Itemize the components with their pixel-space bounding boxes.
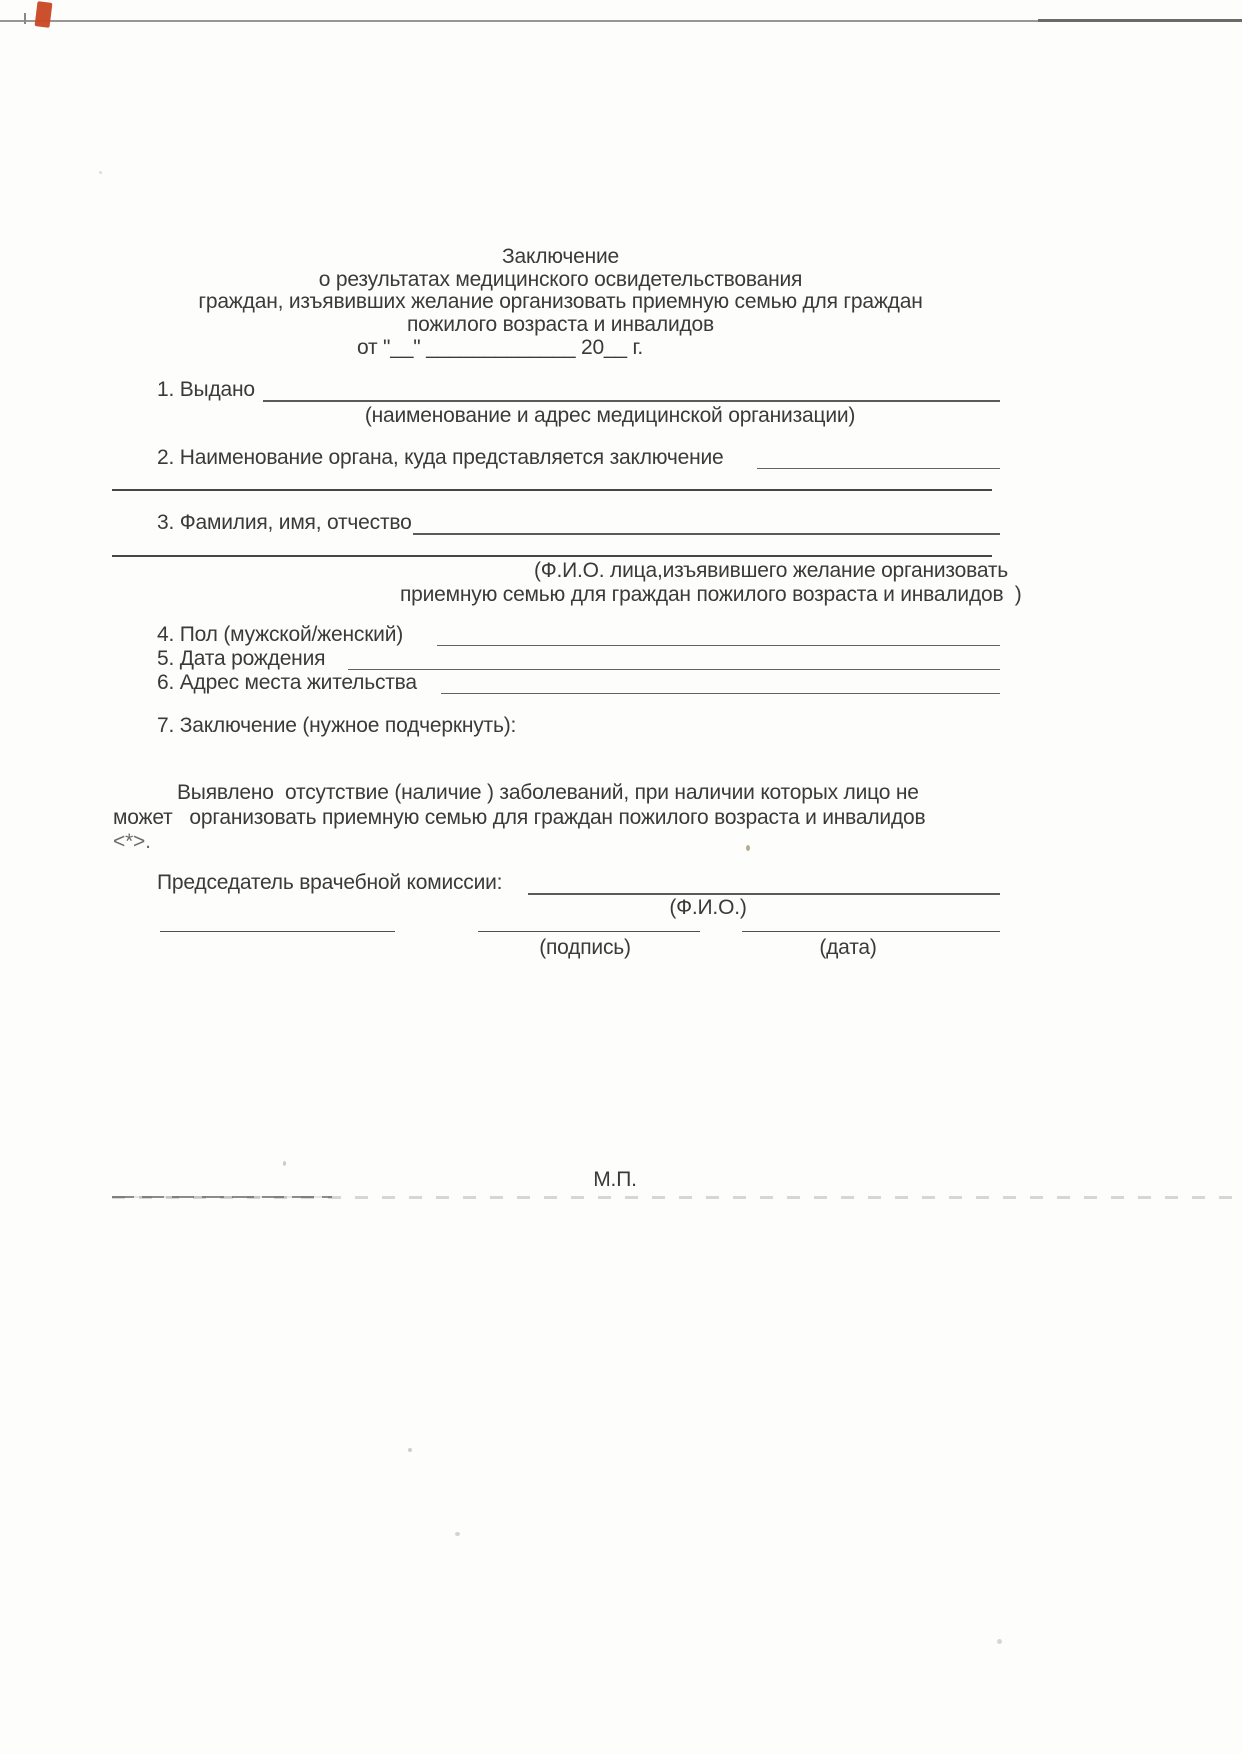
chairman-fio-hint: (Ф.И.О.) <box>669 896 747 919</box>
document-date-line: от "__" _____________ 20__ г. <box>356 336 644 359</box>
item-2-continuation-line <box>112 489 992 491</box>
scan-speck <box>408 1448 412 1452</box>
item-1-blank-line <box>263 400 1000 402</box>
item-6-label: 6. Адрес места жительства <box>157 671 417 694</box>
scan-speck <box>99 171 102 174</box>
document-title-line-1: Заключение <box>502 245 619 268</box>
signature-left-blank-line <box>160 931 395 932</box>
chairman-label: Председатель врачебной комиссии: <box>157 871 503 894</box>
item-5-label: 5. Дата рождения <box>157 647 326 670</box>
scan-perforation-line-left <box>112 1196 332 1198</box>
conclusion-paragraph-line-3: <*>. <box>113 830 151 853</box>
scan-speck <box>746 845 750 851</box>
item-3-blank-line <box>413 533 1000 535</box>
item-3-label: 3. Фамилия, имя, отчество <box>157 511 412 534</box>
item-2-blank-line <box>757 468 1000 469</box>
document-title-line-4: пожилого возраста и инвалидов <box>407 313 714 336</box>
item-3-hint-line-1: (Ф.И.О. лица,изъявившего желание организовать <box>533 559 1008 582</box>
date-hint: (дата) <box>819 936 877 959</box>
scan-top-edge-dark-segment <box>1038 19 1242 22</box>
scan-speck <box>455 1532 460 1536</box>
item-4-label: 4. Пол (мужской/женский) <box>157 623 404 646</box>
item-1-label: 1. Выдано <box>157 378 255 401</box>
document-title-line-2: о результатах медицинского освидетельствования <box>318 268 803 291</box>
chairman-name-blank-line <box>528 893 1000 895</box>
item-7-label: 7. Заключение (нужное подчеркнуть): <box>157 714 517 737</box>
item-3-continuation-line <box>112 555 992 557</box>
item-3-hint-line-2: приемную семью для граждан пожилого возраста и инвалидов ) <box>400 583 1022 606</box>
item-5-blank-line <box>348 669 1000 670</box>
conclusion-paragraph-line-1: Выявлено отсутствие (наличие ) заболеваний, при наличии которых лицо не <box>177 781 919 804</box>
signature-blank-line <box>478 931 700 932</box>
conclusion-paragraph-line-2: может организовать приемную семью для граждан пожилого возраста и инвалидов <box>113 806 926 829</box>
item-2-label: 2. Наименование органа, куда представляется заключение <box>157 446 724 469</box>
scan-tick-mark <box>24 13 26 24</box>
scan-speck <box>283 1161 286 1166</box>
document-title-line-3: граждан, изъявивших желание организовать приемную семью для граждан <box>198 290 923 313</box>
stamp-place-label: М.П. <box>593 1168 637 1191</box>
item-1-hint: (наименование и адрес медицинской организации) <box>364 404 856 427</box>
scan-speck <box>997 1639 1002 1644</box>
date-blank-line <box>742 931 1000 932</box>
item-4-blank-line <box>437 645 1000 646</box>
signature-hint: (подпись) <box>539 936 631 959</box>
red-corner-mark <box>35 1 53 28</box>
item-6-blank-line <box>441 693 1000 694</box>
